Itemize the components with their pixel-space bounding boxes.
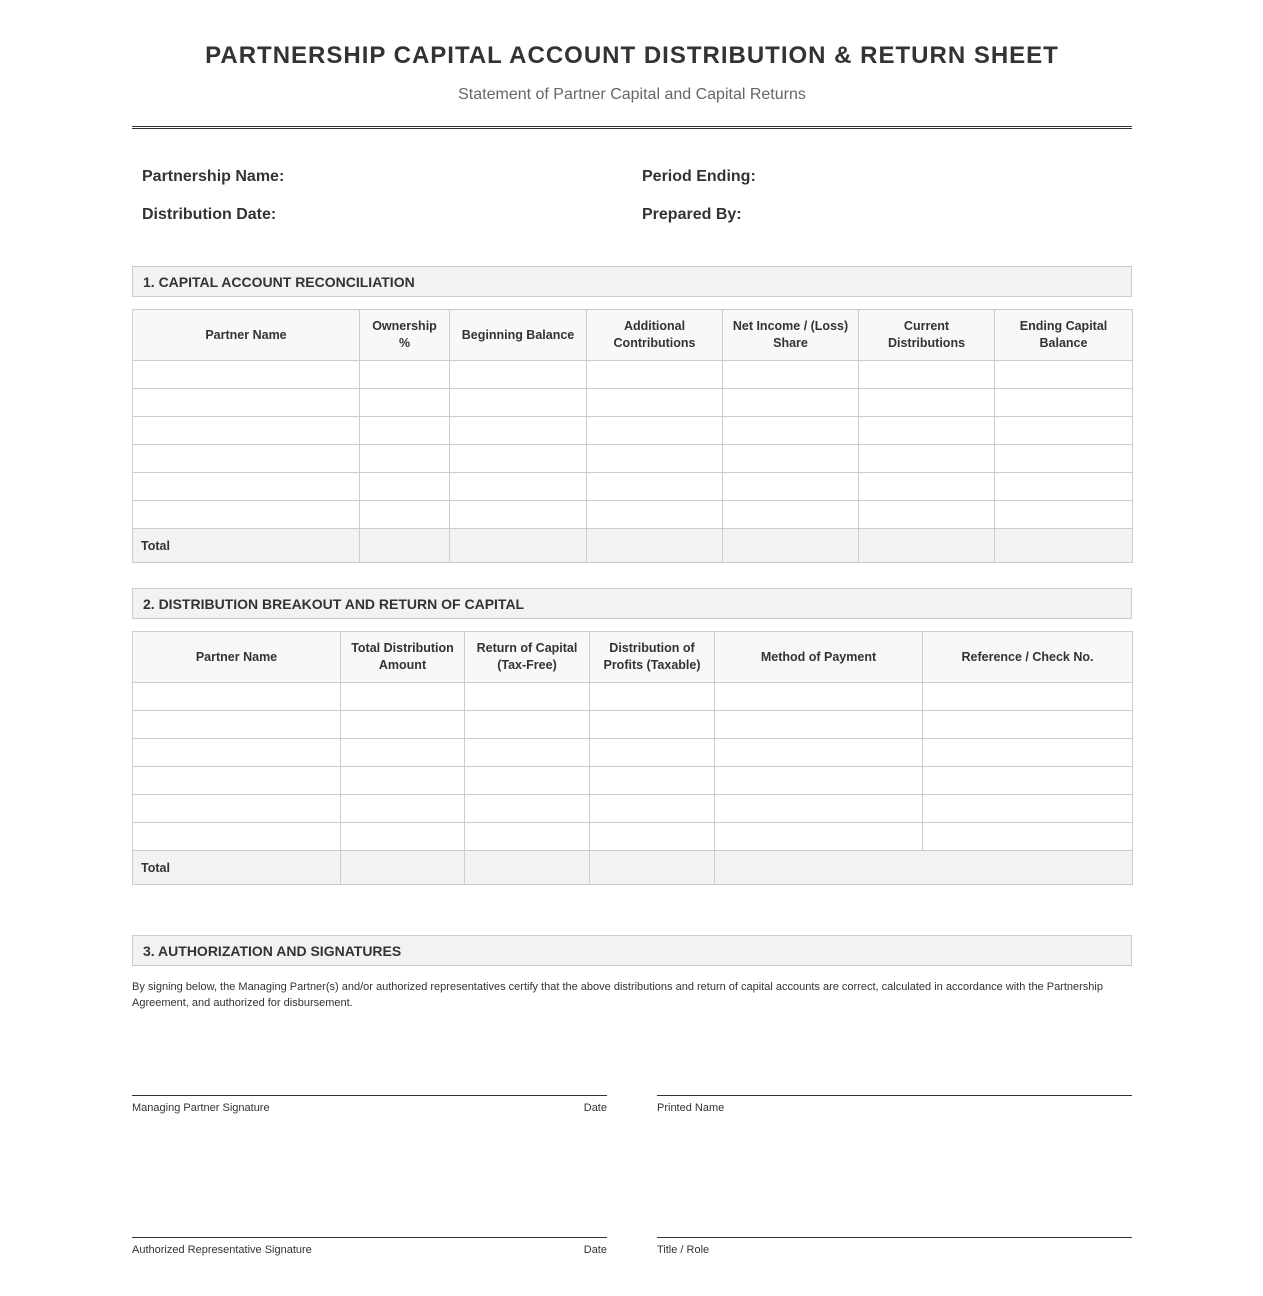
table-cell[interactable] [465,823,590,851]
table-cell[interactable] [859,445,995,473]
column-header: Distribution of Profits (Taxable) [590,632,715,683]
table-row [133,361,1133,389]
document-title: PARTNERSHIP CAPITAL ACCOUNT DISTRIBUTION & RETURN SHEET [205,42,1059,69]
table-cell[interactable] [450,473,587,501]
table-cell[interactable] [587,445,723,473]
table-cell[interactable] [995,417,1133,445]
printed-name-block [657,1095,1132,1114]
table-cell[interactable] [590,683,715,711]
capital-reconciliation-table [132,309,1133,563]
period-ending-label: Period Ending: [642,168,756,185]
date-label: Date [583,1102,607,1114]
table-cell[interactable] [590,795,715,823]
column-header: Return of Capital (Tax-Free) [465,632,590,683]
table-cell[interactable] [450,445,587,473]
table-cell[interactable] [133,501,360,529]
table-cell[interactable] [723,361,859,389]
total-cell[interactable] [360,529,450,563]
distribution-breakout-table [132,631,1133,885]
column-header: Additional Contributions [587,310,723,361]
table-cell[interactable] [341,711,465,739]
section2-header: 2. DISTRIBUTION BREAKOUT AND RETURN OF CAPITAL [132,588,1132,619]
table-cell[interactable] [133,739,341,767]
table-cell[interactable] [590,739,715,767]
table-row [133,473,1133,501]
table-cell[interactable] [450,361,587,389]
column-header: Ending Capital Balance [995,310,1133,361]
table-cell[interactable] [341,683,465,711]
signature-line[interactable] [657,1237,1132,1238]
prepared-by-label: Prepared By: [642,206,742,223]
table-cell[interactable] [133,445,360,473]
table-cell[interactable] [715,683,923,711]
distribution-date-label: Distribution Date: [142,206,277,223]
total-row [133,851,1133,885]
table-cell[interactable] [923,711,1133,739]
table-row [133,739,1133,767]
table-header-row [133,632,1133,683]
managing-partner-signature-block [132,1095,607,1114]
table-cell[interactable] [715,711,923,739]
total-cell-merged [715,851,1133,885]
table-cell[interactable] [587,501,723,529]
table-cell[interactable] [360,389,450,417]
table-cell[interactable] [923,683,1133,711]
table-cell[interactable] [133,389,360,417]
table-cell[interactable] [587,417,723,445]
section1-header: 1. CAPITAL ACCOUNT RECONCILIATION [132,266,1132,297]
table-cell[interactable] [723,445,859,473]
total-cell[interactable] [450,529,587,563]
total-cell[interactable] [723,529,859,563]
table-cell[interactable] [995,473,1133,501]
table-cell[interactable] [715,739,923,767]
table-cell[interactable] [923,739,1133,767]
table-cell[interactable] [133,683,341,711]
total-cell[interactable] [859,529,995,563]
table-cell[interactable] [923,795,1133,823]
table-cell[interactable] [450,389,587,417]
column-header: Ownership % [360,310,450,361]
table-cell[interactable] [590,823,715,851]
table-cell[interactable] [723,389,859,417]
table-cell[interactable] [995,445,1133,473]
table-cell[interactable] [133,767,341,795]
printed-name-label: Printed Name [657,1102,725,1114]
table-cell[interactable] [923,823,1133,851]
total-row [133,529,1133,563]
table-cell[interactable] [923,767,1133,795]
table-cell[interactable] [465,739,590,767]
table-cell[interactable] [133,795,341,823]
table-row [133,767,1133,795]
total-cell[interactable] [587,529,723,563]
table-cell[interactable] [859,389,995,417]
table-cell[interactable] [995,389,1133,417]
table-cell[interactable] [723,417,859,445]
table-cell[interactable] [587,361,723,389]
table-cell[interactable] [360,445,450,473]
table-cell[interactable] [450,417,587,445]
column-header: Net Income / (Loss) Share [723,310,859,361]
total-cell[interactable] [590,851,715,885]
title-role-block [657,1237,1132,1256]
table-cell[interactable] [587,473,723,501]
total-label: Total [133,529,360,563]
table-row [133,417,1133,445]
table-cell[interactable] [590,767,715,795]
authorization-statement: By signing below, the Managing Partner(s) and/or authorized representatives certify that the above distributions and return of capital accounts are correct, calculated in accordance with the Partnership Agreement, and authorized for disbursement. [132,981,1103,1009]
table-cell[interactable] [133,823,341,851]
column-header: Partner Name [133,310,360,361]
table-cell[interactable] [465,711,590,739]
table-cell[interactable] [859,473,995,501]
table-cell[interactable] [465,767,590,795]
table-cell[interactable] [995,361,1133,389]
column-header: Partner Name [133,632,341,683]
total-cell[interactable] [341,851,465,885]
table-cell[interactable] [715,767,923,795]
table-cell[interactable] [133,711,341,739]
total-cell[interactable] [995,529,1133,563]
column-header: Reference / Check No. [923,632,1133,683]
table-cell[interactable] [723,473,859,501]
signature-line[interactable] [657,1095,1132,1096]
date-label: Date [583,1244,607,1256]
table-cell[interactable] [587,389,723,417]
header-divider [132,126,1132,129]
table-cell[interactable] [723,501,859,529]
table-row [133,823,1133,851]
table-cell[interactable] [341,823,465,851]
title-role-label: Title / Role [657,1244,710,1256]
column-header: Current Distributions [859,310,995,361]
table-row [133,683,1133,711]
table-cell[interactable] [715,823,923,851]
total-label: Total [133,851,341,885]
table-row [133,795,1133,823]
table-cell[interactable] [360,361,450,389]
table-cell[interactable] [360,473,450,501]
column-header: Method of Payment [715,632,923,683]
table-cell[interactable] [133,473,360,501]
table-row [133,389,1133,417]
signature-line[interactable] [132,1095,607,1096]
table-cell[interactable] [465,795,590,823]
table-cell[interactable] [341,739,465,767]
table-cell[interactable] [590,711,715,739]
partnership-name-label: Partnership Name: [142,168,285,185]
table-cell[interactable] [341,767,465,795]
table-cell[interactable] [360,417,450,445]
table-cell[interactable] [715,795,923,823]
table-cell[interactable] [859,361,995,389]
table-row [133,711,1133,739]
column-header: Total Distribution Amount [341,632,465,683]
table-cell[interactable] [341,795,465,823]
table-cell[interactable] [133,361,360,389]
table-cell[interactable] [859,417,995,445]
table-cell[interactable] [360,501,450,529]
table-row [133,445,1133,473]
total-cell[interactable] [465,851,590,885]
table-cell[interactable] [859,501,995,529]
table-cell[interactable] [465,683,590,711]
document-subtitle: Statement of Partner Capital and Capital Returns [458,86,806,103]
table-header-row [133,310,1133,361]
signature-label: Authorized Representative Signature [132,1244,312,1256]
table-cell[interactable] [133,417,360,445]
table-cell[interactable] [995,501,1133,529]
signature-line[interactable] [132,1237,607,1238]
authorized-rep-signature-block [132,1237,607,1256]
table-cell[interactable] [450,501,587,529]
section3-header: 3. AUTHORIZATION AND SIGNATURES [132,935,1132,966]
signature-label: Managing Partner Signature [132,1102,270,1114]
table-row [133,501,1133,529]
column-header: Beginning Balance [450,310,587,361]
